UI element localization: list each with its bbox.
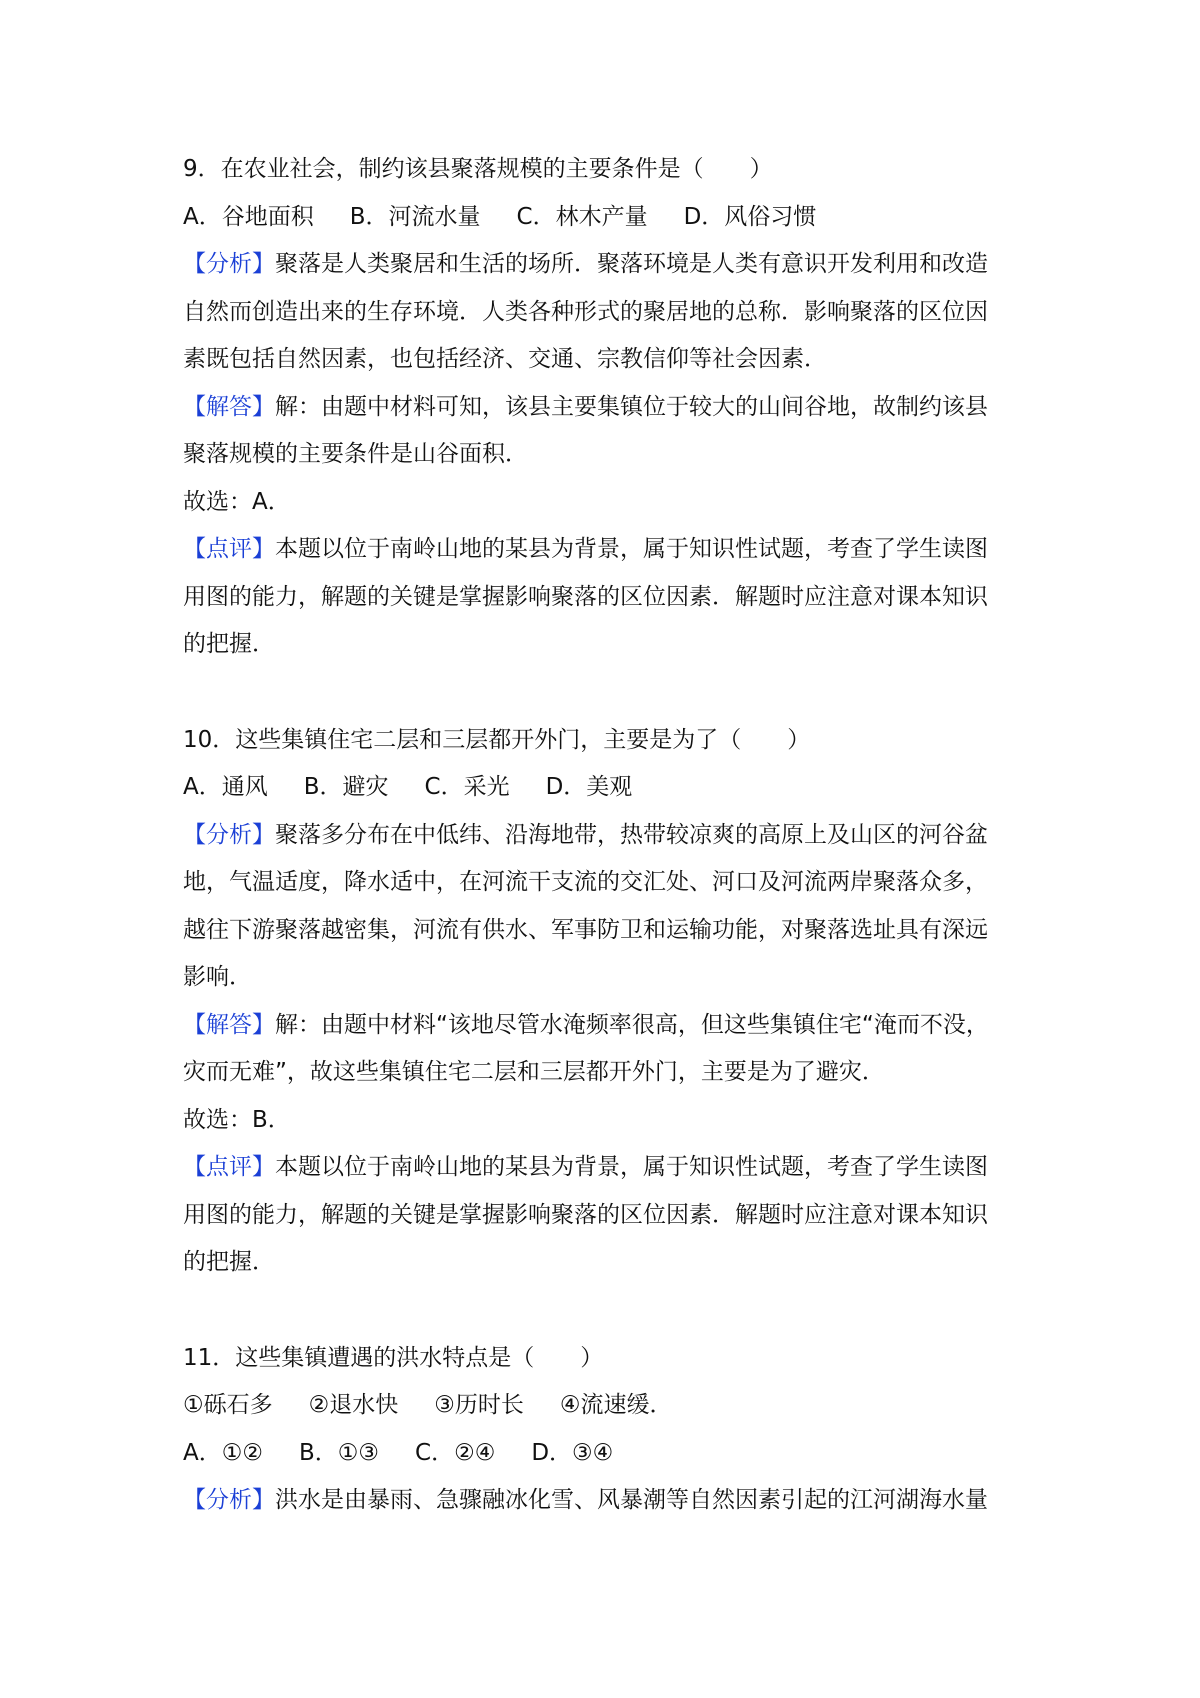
comment-text: 的把握．: [183, 631, 275, 657]
choice-text: 故选：B．: [183, 1106, 291, 1133]
question-10-stem: 10．这些集镇住宅二层和三层都开外门，主要是为了（ ）: [183, 726, 811, 753]
analysis-tag: 【分析】: [183, 251, 275, 277]
analysis-text: 聚落多分布在中低纬、沿海地带，热带较凉爽的高原上及山区的河谷盆: [275, 821, 988, 848]
option-a: A．①②: [183, 1439, 263, 1466]
comment-text: 用图的能力，解题的关键是掌握影响聚落的区位因素．解题时应注意对课本知识: [183, 583, 988, 610]
analysis-text: 洪水是由暴雨、急骤融冰化雪、风暴潮等自然因素引起的江河湖海水量: [275, 1487, 988, 1513]
spacer: [183, 1287, 1033, 1335]
question-9-options: [183, 194, 1033, 242]
analysis-text: 素既包括自然因素，也包括经济、交通、宗教信仰等社会因素．: [183, 346, 827, 372]
comment-tag: 【点评】: [183, 1154, 275, 1180]
choice-text: 故选：A．: [183, 488, 291, 515]
answer-text: 聚落规模的主要条件是山谷面积．: [183, 441, 528, 467]
comment-text: 用图的能力，解题的关键是掌握影响聚落的区位因素．解题时应注意对课本知识: [183, 1201, 988, 1228]
answer-tag: 【解答】: [183, 393, 275, 420]
option-c: C．②④: [415, 1439, 496, 1466]
analysis-line: [183, 812, 1033, 860]
option-d: D．美观: [545, 774, 633, 800]
option-b: B．①③: [298, 1439, 380, 1466]
option-a: A．谷地面积: [183, 203, 314, 230]
analysis-tag: 【分析】: [183, 821, 275, 848]
analysis-text: 自然而创造出来的生存环境．人类各种形式的聚居地的总称．影响聚落的区位因: [183, 298, 988, 325]
question-10-options: [183, 764, 1033, 812]
option-a: A．通风: [183, 774, 268, 800]
comment-tag: 【点评】: [183, 536, 275, 562]
analysis-line: [183, 241, 1033, 289]
analysis-text: 越往下游聚落越密集，河流有供水、军事防卫和运输功能，对聚落选址具有深远: [183, 916, 988, 943]
question-11-options: [183, 1430, 1033, 1478]
analysis-text: 影响．: [183, 964, 252, 990]
analysis-line: [183, 1477, 1033, 1525]
analysis-text: 聚落是人类聚居和生活的场所．聚落环境是人类有意识开发利用和改造: [275, 251, 988, 277]
answer-text: 解：由题中材料可知，该县主要集镇位于较大的山间谷地，故制约该县: [275, 393, 988, 420]
analysis-tag: 【分析】: [183, 1487, 275, 1513]
item-4: ④流速缓．: [559, 1392, 673, 1418]
comment-text: 本题以位于南岭山地的某县为背景，属于知识性试题，考查了学生读图: [275, 1154, 988, 1180]
comment-line: [183, 1144, 1033, 1192]
comment-text: 本题以位于南岭山地的某县为背景，属于知识性试题，考查了学生读图: [275, 536, 988, 562]
option-c: C．采光: [424, 774, 510, 800]
spacer: [183, 669, 1033, 717]
answer-text: 解：由题中材料“该地尽管水淹频率很高，但这些集镇住宅“淹而不没，: [275, 1011, 989, 1038]
comment-text: 的把握．: [183, 1249, 275, 1275]
option-b: B．河流水量: [349, 203, 481, 230]
answer-tag: 【解答】: [183, 1011, 275, 1038]
answer-line: [183, 384, 1033, 432]
question-11-stem: 11．这些集镇遭遇的洪水特点是（ ）: [183, 1344, 604, 1371]
option-b: B．避灾: [303, 774, 389, 800]
answer-text: 灾而无难”，故这些集镇住宅二层和三层都开外门，主要是为了避灾．: [183, 1059, 885, 1085]
question-content: [183, 146, 1033, 1525]
answer-line: [183, 1002, 1033, 1050]
option-d: D．风俗习惯: [683, 203, 817, 230]
question-11-items: [183, 1382, 1033, 1430]
question-9-stem: 9．在农业社会，制约该县聚落规模的主要条件是（ ）: [183, 156, 773, 182]
item-2: ②退水快: [308, 1392, 399, 1418]
comment-line: [183, 526, 1033, 574]
option-d: D．③④: [531, 1439, 614, 1466]
analysis-text: 地，气温适度，降水适中，在河流干支流的交汇处、河口及河流两岸聚落众多，: [183, 869, 988, 895]
item-1: ①砾石多: [183, 1392, 273, 1418]
item-3: ③历时长: [434, 1392, 524, 1418]
option-c: C．林木产量: [516, 203, 648, 230]
